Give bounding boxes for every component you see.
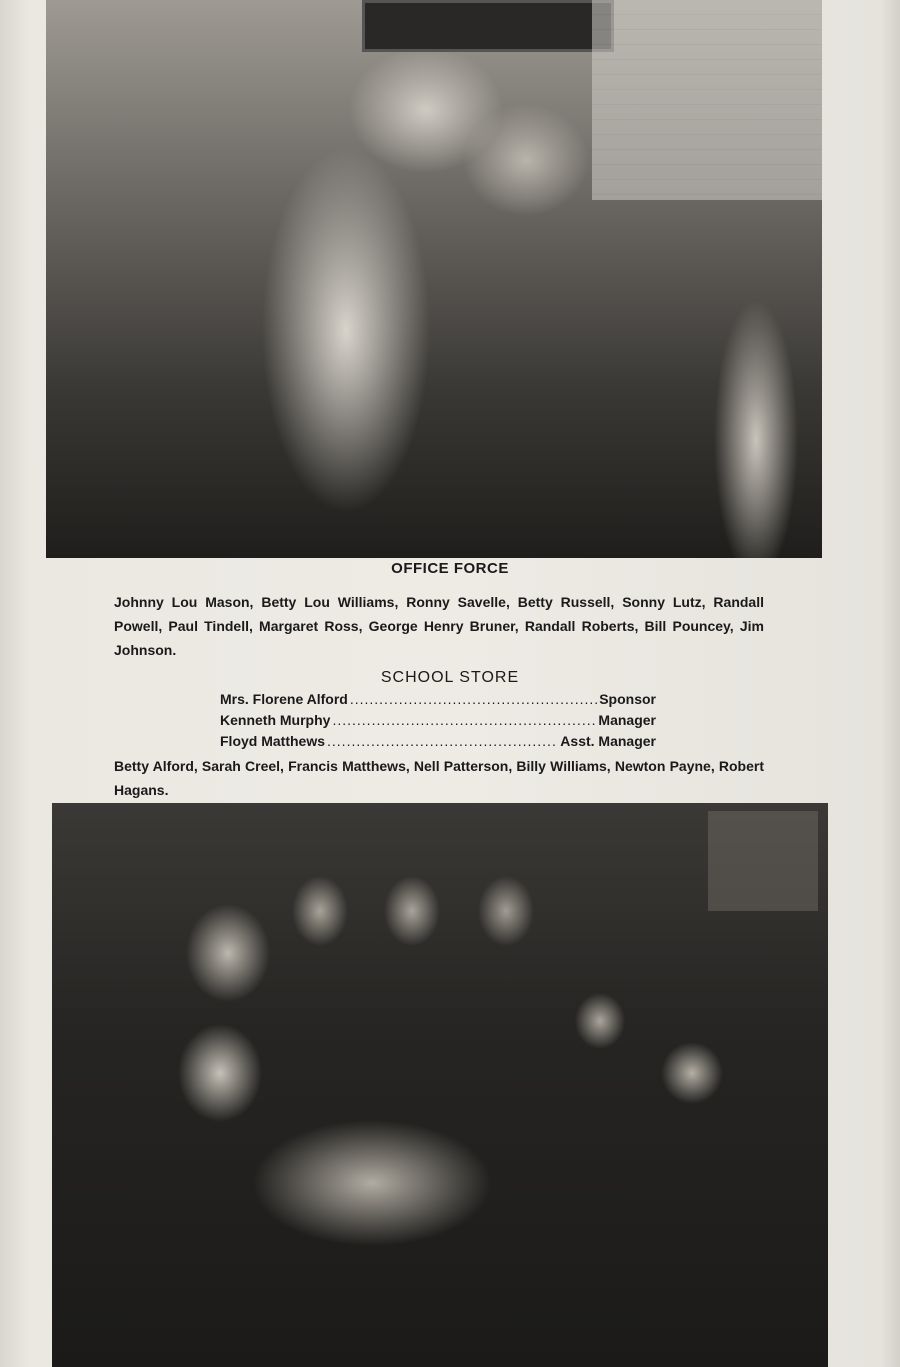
school-store-members: Betty Alford, Sarah Creel, Francis Matthews, Nell Patterson, Billy Williams, Newton Payne, Robert Hagans. <box>114 758 764 798</box>
role-row-manager <box>220 710 656 731</box>
role-row-asst-manager <box>220 731 656 752</box>
role-title: Asst. Manager <box>560 733 656 749</box>
office-force-photo <box>46 0 822 558</box>
leader-dots <box>332 710 596 731</box>
office-force-title: OFFICE FORCE <box>391 560 509 577</box>
school-store-roles <box>220 689 656 752</box>
role-row-sponsor <box>220 689 656 710</box>
leader-dots <box>350 689 597 710</box>
school-store-photo <box>52 803 828 1367</box>
role-name: Kenneth Murphy <box>220 712 331 728</box>
school-store-title: SCHOOL STORE <box>380 669 520 686</box>
background-window <box>708 811 818 911</box>
wall-picture-frame <box>362 0 614 52</box>
office-force-members: Johnny Lou Mason, Betty Lou Williams, Ronny Savelle, Betty Russell, Sonny Lutz, Randall Powell, Paul Tindell, Margaret Ross, George Henry Bruner, Randall Roberts, Bill Pouncey, Jim Johnson. <box>114 594 764 658</box>
role-name: Floyd Matthews <box>220 733 326 749</box>
role-name: Mrs. Florene Alford <box>220 691 348 707</box>
wall-paneling <box>592 0 822 200</box>
role-title: Manager <box>598 712 656 728</box>
role-title: Sponsor <box>599 691 656 707</box>
leader-dots <box>327 731 558 752</box>
